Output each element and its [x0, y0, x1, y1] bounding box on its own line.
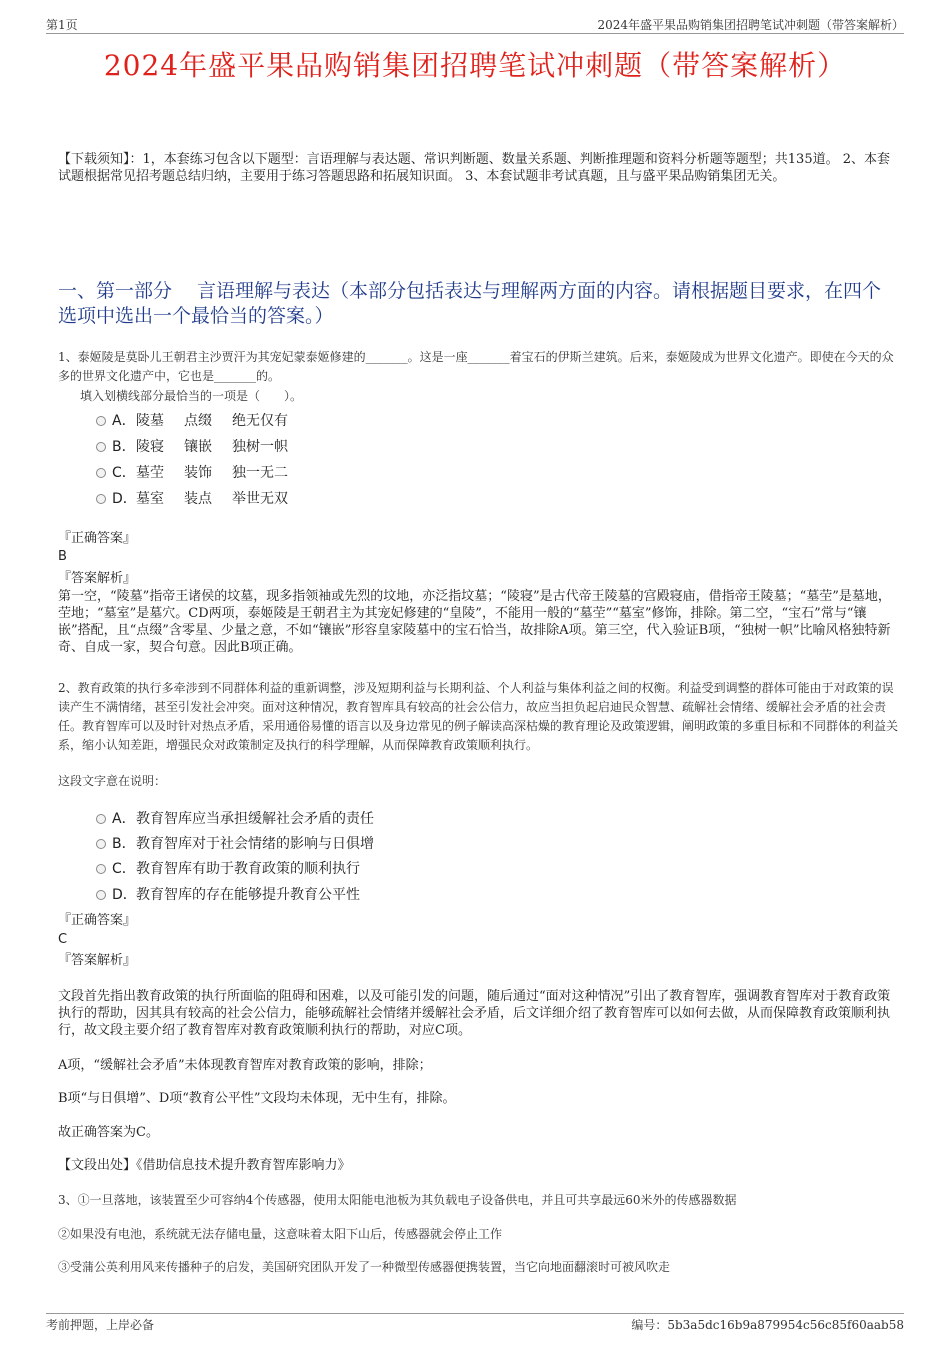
q2-analysis-para: 文段首先指出教育政策的执行所面临的阻碍和困难，以及可能引发的问题，随后通过“面对这种情况”引出了教育智库，强调教育智库对于教育政策执行的帮助，因其具有较高的社会公信力，能够疏解社会情绪并缓解社会矛盾，后文详细介绍了教育智库可以如何去做，从而保障教育政策顺利执行，故文段主要介绍了教育智库对教育政策顺利执行的帮助，对应C项。	[58, 989, 891, 1038]
q2-answer: C	[58, 932, 68, 947]
q2-option-b[interactable]: B．教育智库对于社会情绪的影响与日俱增	[96, 833, 374, 853]
radio-icon[interactable]	[96, 839, 106, 849]
q2-answer-label: 『正确答案』	[58, 913, 137, 928]
radio-icon[interactable]	[96, 864, 106, 874]
q1-prompt: 填入划横线部分最恰当的一项是（ ）。	[80, 389, 303, 403]
footer-slogan: 考前押题，上岸必备	[46, 1318, 155, 1332]
q2-analysis-para: A项，“缓解社会矛盾”未体现教育智库对教育政策的影响，排除；	[58, 1058, 432, 1073]
q1-answer-label: 『正确答案』	[58, 531, 137, 546]
radio-icon[interactable]	[96, 494, 106, 504]
q1-analysis-label: 『答案解析』	[58, 571, 137, 586]
q1-analysis: 第一空，“陵墓”指帝王诸侯的坟墓，现多指领袖或先烈的坟地，亦泛指坟墓；“陵寝”是古代帝王陵墓的宫殿寝庙，借指帝王陵墓；“墓茔”是墓地，茔地；“墓室”是墓穴。CD两项，泰姬陵是王朝君主为其宠妃修建的“皇陵”，不能用一般的“墓茔”“墓室”修饰，排除。第二空，“宝石”常与“镶嵌”搭配，且“点缀”含零星、少量之意，不如“镶嵌”形容皇家陵墓中的宝石恰当，故排除A项。第三空，代入验证B项，“独树一帜”比喻风格独特新奇、自成一家，契合句意。因此B项正确。	[58, 589, 891, 655]
q1-stem: 1、泰姬陵是莫卧儿王朝君主沙贾汗为其宠妃蒙泰姬修建的_______。这是一座_______着宝石的伊斯兰建筑。后来，泰姬陵成为世界文化遗产。即使在今天的众多的世界文化遗产中，它也是_______的。	[58, 350, 894, 383]
q3-line: 3、①一旦落地，该装置至少可容纳4个传感器，使用太阳能电池板为其负载电子设备供电，并且可共享最远60米外的传感器数据	[58, 1193, 737, 1207]
q2-analysis-para: B项“与日俱增”、D项“教育公平性”文段均未体现，无中生有，排除。	[58, 1091, 456, 1106]
q1-option-d[interactable]: D．墓室 装点 举世无双	[96, 488, 308, 508]
footer-serial: 编号：5b3a5dc16b9a879954c56c85f60aab58	[631, 1318, 904, 1332]
q2-prompt: 这段文字意在说明：	[58, 774, 167, 788]
q1-option-b[interactable]: B．陵寝 镶嵌 独树一帜	[96, 436, 308, 456]
q2-option-a[interactable]: A．教育智库应当承担缓解社会矛盾的责任	[96, 808, 374, 828]
q2-analysis-para: 故正确答案为C。	[58, 1125, 159, 1140]
section-heading: 一、第一部分 言语理解与表达（本部分包括表达与理解两方面的内容。请根据题目要求，在四个选项中选出一个最恰当的答案。）	[58, 280, 882, 327]
q2-option-c[interactable]: C．教育智库有助于教育政策的顺利执行	[96, 858, 360, 878]
header-doc-title: 2024年盛平果品购销集团招聘笔试冲刺题（带答案解析）	[597, 18, 904, 32]
q2-source: 【文段出处】《借助信息技术提升教育智库影响力》	[58, 1158, 351, 1173]
q2-option-d[interactable]: D．教育智库的存在能够提升教育公平性	[96, 884, 360, 904]
footer-divider	[46, 1313, 904, 1314]
q2-analysis-label: 『答案解析』	[58, 953, 137, 968]
page-title: 2024年盛平果品购销集团招聘笔试冲刺题（带答案解析）	[103, 49, 847, 82]
q3-line: ②如果没有电池，系统就无法存储电量，这意味着太阳下山后，传感器就会停止工作	[58, 1227, 503, 1241]
download-notice: 【下载须知】：1，本套练习包含以下题型：言语理解与表达题、常识判断题、数量关系题、判断推理题和资料分析题等题型；共135道。 2、本套试题根据常见招考题总结归纳，主要用于练习答题思路和拓展知识面。 3、本套试题非考试真题，且与盛平果品购销集团无关。	[58, 152, 890, 184]
radio-icon[interactable]	[96, 890, 106, 900]
header-page-number: 第1页	[46, 18, 78, 32]
radio-icon[interactable]	[96, 468, 106, 478]
q1-option-a[interactable]: A．陵墓 点缀 绝无仅有	[96, 410, 308, 430]
q3-line: ③受蒲公英利用风来传播种子的启发，美国研究团队开发了一种微型传感器便携装置，当它向地面翻滚时可被风吹走	[58, 1260, 671, 1274]
radio-icon[interactable]	[96, 814, 106, 824]
q1-option-c[interactable]: C．墓茔 装饰 独一无二	[96, 462, 308, 482]
radio-icon[interactable]	[96, 442, 106, 452]
radio-icon[interactable]	[96, 416, 106, 426]
q2-stem: 2、教育政策的执行多牵涉到不同群体利益的重新调整，涉及短期利益与长期利益、个人利益与集体利益之间的权衡。利益受到调整的群体可能由于对政策的误读产生不满情绪，甚至引发社会冲突。面对这种情况，教育智库具有较高的社会公信力，故应当担负起启迪民众智慧、疏解社会情绪、缓解社会矛盾的社会责任。教育智库可以及时针对热点矛盾，采用通俗易懂的语言以及身边常见的例子解读高深枯燥的教育理论及政策逻辑，阐明政策的多重目标和不同群体的利益关系，缩小认知差距，增强民众对政策制定及执行的科学理解，从而保障教育政策顺利执行。	[58, 681, 899, 752]
header-divider	[46, 33, 904, 34]
q1-answer: B	[58, 549, 67, 564]
